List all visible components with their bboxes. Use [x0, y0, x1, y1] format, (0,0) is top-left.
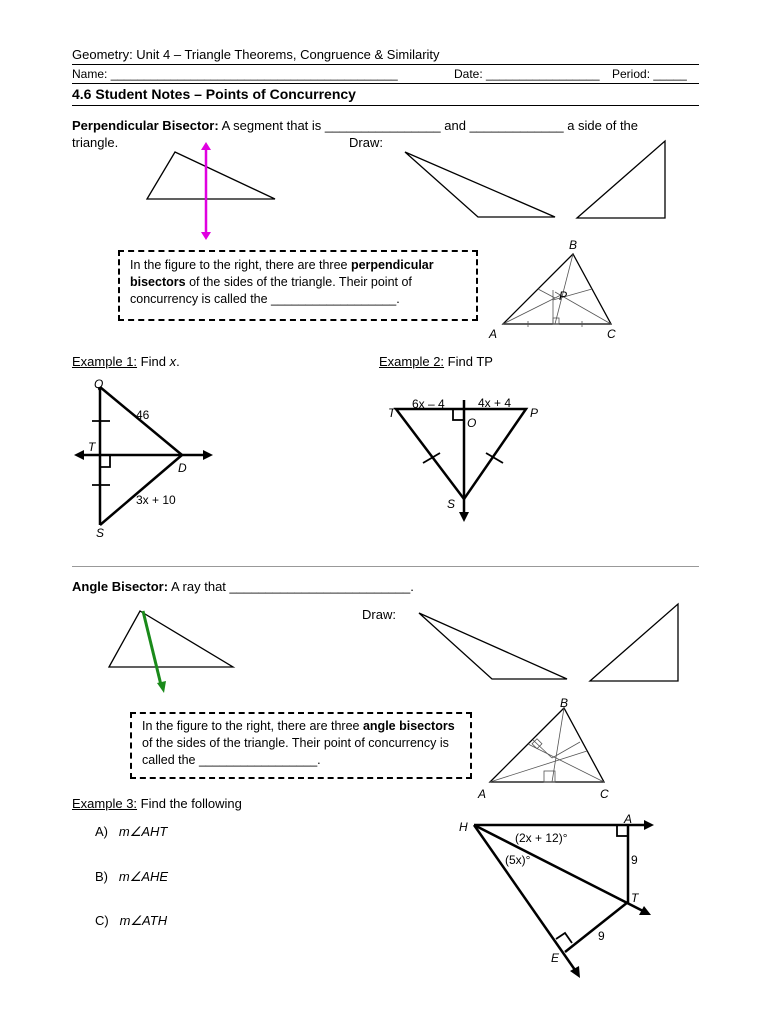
section-divider — [72, 566, 699, 567]
perp-fig-label-p: P — [559, 289, 568, 303]
ex3-label-h: H — [459, 820, 468, 834]
example1-figure — [70, 375, 220, 545]
perp-draw-triangle-2[interactable] — [575, 138, 675, 228]
perp-bisector-term: Perpendicular Bisector: — [72, 118, 219, 133]
example3-item-a: A) m∠AHT — [95, 824, 168, 839]
angle-info-text: In the figure to the right, there are three angle bisectors of the sides of the triangle. Their point of concurrency is called the _________________. — [142, 719, 455, 767]
example1-heading: Example 1: Find x. — [72, 354, 180, 369]
page-title: 4.6 Student Notes – Points of Concurrency — [72, 86, 356, 102]
perp-draw-triangle-1[interactable] — [403, 150, 563, 230]
ex3-label-t: T — [631, 891, 639, 905]
date-blank: _________________ — [486, 67, 600, 81]
perp-fig-label-c: C — [607, 327, 616, 341]
ex3-label-angle2: (5x)° — [505, 853, 531, 867]
angle-draw-triangle-1[interactable] — [417, 611, 577, 691]
perp-bisector-definition: Perpendicular Bisector: A segment that is ________________ and _____________ a side of the — [72, 118, 639, 133]
example3-item-c: C) m∠ATH — [95, 913, 168, 928]
ex3-label-angle1: (2x + 12)° — [515, 831, 568, 845]
name-blank: ___________________________________________ — [110, 67, 398, 81]
angle-bisector-example-figure — [105, 605, 245, 700]
ex2-label-to: 6x – 4 — [412, 397, 445, 411]
ex2-label-p: P — [530, 406, 539, 420]
example2-figure — [380, 390, 550, 530]
incenter-figure — [476, 696, 616, 801]
perp-bisector-example-figure — [140, 142, 300, 242]
ex1-label-s: S — [96, 526, 105, 540]
ex3-label-te: 9 — [598, 929, 605, 943]
angle-fig-label-a: A — [478, 787, 487, 801]
circumcenter-figure — [483, 240, 623, 340]
perp-draw-label: Draw: — [349, 135, 383, 150]
course-title: Geometry: Unit 4 – Triangle Theorems, Congruence & Similarity — [72, 47, 440, 62]
name-label: Name: — [72, 67, 108, 81]
date-field[interactable] — [454, 67, 600, 81]
angle-blank[interactable]: _________________________ — [229, 579, 411, 594]
angle-concurrency-blank[interactable]: _________________ — [198, 753, 318, 767]
example3-figure — [455, 812, 665, 997]
ex3-label-e: E — [551, 951, 560, 965]
period-field[interactable] — [612, 67, 687, 81]
perp-fig-label-a: A — [489, 327, 498, 341]
ex1-label-q: Q — [94, 377, 104, 391]
ex2-label-op: 4x + 4 — [478, 396, 512, 410]
ex1-label-sd: 3x + 10 — [136, 493, 176, 507]
example3-heading: Example 3: Find the following — [72, 796, 242, 811]
period-blank: _____ — [653, 67, 687, 81]
header-rule-bottom — [72, 105, 699, 106]
angle-bisector-term: Angle Bisector: — [72, 579, 169, 594]
ex2-label-s: S — [447, 497, 456, 511]
ex3-label-a: A — [624, 812, 633, 826]
ex1-label-t: T — [88, 440, 96, 454]
ex3-label-at: 9 — [631, 853, 638, 867]
angle-bisector-definition: Angle Bisector: A ray that _________________________. — [72, 579, 414, 594]
perp-blank-1[interactable]: ________________ — [324, 118, 441, 133]
period-label: Period: — [612, 67, 651, 81]
name-field[interactable] — [72, 67, 398, 81]
ex1-label-qd: 46 — [136, 408, 150, 422]
example3-item-b: B) m∠AHE — [95, 869, 169, 884]
angle-fig-label-b: B — [560, 696, 569, 710]
date-label: Date: — [454, 67, 483, 81]
perp-concurrency-blank[interactable]: __________________ — [271, 292, 397, 306]
ex2-label-t: T — [388, 406, 396, 420]
angle-draw-triangle-2[interactable] — [588, 601, 688, 691]
example2-heading: Example 2: Find TP — [379, 354, 493, 369]
ex1-label-d: D — [178, 461, 187, 475]
perp-fig-label-b: B — [569, 238, 578, 252]
angle-fig-label-c: C — [600, 787, 609, 801]
header-rule-top — [72, 64, 699, 65]
angle-draw-label: Draw: — [362, 607, 396, 622]
perp-blank-2[interactable]: _____________ — [469, 118, 564, 133]
header-rule-mid — [72, 83, 699, 84]
perp-info-text: In the figure to the right, there are three perpendicular bisectors of the sides of the triangle. Their point of concurrency is called the __________________. — [130, 258, 434, 306]
perp-def-continued: triangle. — [72, 135, 119, 150]
ex2-label-o: O — [467, 416, 477, 430]
